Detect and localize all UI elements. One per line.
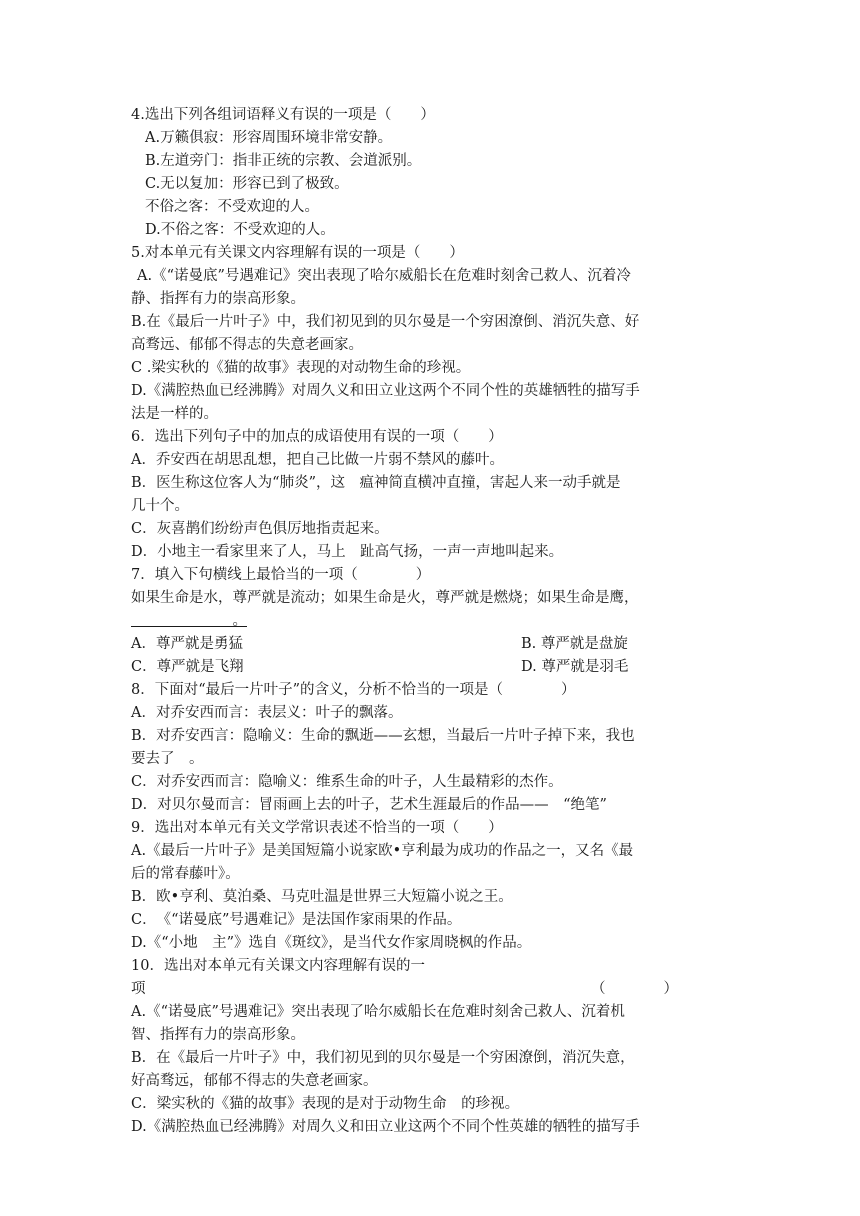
q9-option-d: D.《“小地 主”》选自《斑纹》，是当代女作家周晓枫的作品。 [131, 935, 532, 951]
q6-option-d: D．小地主一看家里来了人，马上 趾高气扬，一声一声地叫起来。 [131, 544, 564, 560]
q5-option-a-line2: 静、指挥有力的崇高形象。 [131, 291, 305, 307]
q7-option-b: B. 尊严就是盘旋 [521, 636, 628, 652]
q4-option-b: B.左道旁门：指非正统的宗教、会道派别。 [145, 153, 422, 169]
q9-stem: 9．选出对本单元有关文学常识表述不恰当的一项（ ） [131, 820, 503, 836]
q6-option-c: C．灰喜鹊们纷纷声色俱厉地指责起来。 [131, 521, 389, 537]
q5-stem: 5.对本单元有关课文内容理解有误的一项是（ ） [131, 245, 464, 261]
q8-option-b-line2: 要去了 。 [131, 751, 204, 767]
q6-option-b-line1: B．医生称这位客人为“肺炎”，这 瘟神简直横冲直撞，害起人来一动手就是 [131, 475, 621, 491]
q10-option-c: C．梁实秋的《猫的故事》表现的是对于动物生命 的珍视。 [131, 1096, 520, 1112]
q10-stem-tail: 项 [131, 981, 146, 997]
q7-option-a: A．尊严就是勇猛 [131, 636, 243, 652]
q4-option-c: C.无以复加：形容已到了极致。 [145, 176, 349, 192]
q9-option-c: C． 《“诺曼底”号遇难记》是法国作家雨果的作品。 [131, 912, 462, 928]
q5-option-d-line1: D.《满腔热血已经沸腾》对周久义和田立业这两个不同个性的英雄牺牲的描写手 [131, 383, 640, 399]
q7-blank [131, 610, 741, 633]
q10-option-b-line1: B．在《最后一片叶子》中，我们初见到的贝尔曼是一个穷困潦倒，消沉失意， [131, 1050, 635, 1066]
q6-option-a: A．乔安西在胡思乱想，把自己比做一片弱不禁风的藤叶。 [131, 452, 504, 468]
q5-option-c: C .梁实秋的《猫的故事》表现的对动物生命的珍视。 [131, 360, 471, 376]
q7-options-row2 [131, 656, 741, 679]
q8-stem: 8．下面对“最后一片叶子”的含义，分析不恰当的一项是（ ） [131, 682, 576, 698]
q8-option-a: A．对乔安西而言：表层义：叶子的飘落。 [131, 705, 403, 721]
q10-option-b-line2: 好高骛远，郁郁不得志的失意老画家。 [131, 1073, 378, 1089]
q8-option-c: C．对乔安西而言：隐喻义：维系生命的叶子，人生最精彩的杰作。 [131, 774, 563, 790]
q6-option-b-line2: 几十个。 [131, 498, 189, 514]
q5-option-b-line1: B.在《最后一片叶子》中，我们初见到的贝尔曼是一个穷困潦倒、消沉失意、好 [131, 314, 640, 330]
q10-stem-line1: 10．选出对本单元有关课文内容理解有误的一 [131, 958, 425, 974]
document-page [131, 104, 741, 1139]
q7-options-row1 [131, 633, 741, 656]
q8-option-d: D．对贝尔曼而言：冒雨画上去的叶子，艺术生涯最后的作品—— “绝笔” [131, 797, 607, 813]
q7-stem: 7．填入下句横线上最恰当的一项（ ） [131, 567, 431, 583]
q10-option-a-line1: A.《“诺曼底”号遇难记》突出表现了哈尔威船长在危难时刻舍己救人、沉着机 [131, 1004, 625, 1020]
q8-option-b-line1: B．对乔安西言：隐喻义：生命的飘逝——玄想，当最后一片叶子掉下来，我也 [131, 728, 635, 744]
q4-option-d: D.不俗之客：不受欢迎的人。 [145, 222, 335, 238]
q9-option-a-line1: A.《最后一片叶子》是美国短篇小说家欧•亨利最为成功的作品之一，又名《最 [131, 843, 634, 859]
q10-answer-paren: （ ） [591, 981, 678, 997]
q10-option-a-line2: 智、指挥有力的崇高形象。 [131, 1027, 305, 1043]
q10-stem-line2 [131, 978, 741, 1001]
q5-option-a-line1: A.《“诺曼底”号遇难记》突出表现了哈尔威船长在危难时刻舍己救人、沉着冷 [137, 268, 631, 284]
q4-option-d0: 不俗之客：不受欢迎的人。 [145, 199, 319, 215]
q7-blank-line: 。 [131, 613, 247, 629]
q9-option-a-line2: 后的常春藤叶》。 [131, 866, 240, 882]
q9-option-b: B．欧•亨利、莫泊桑、马克吐温是世界三大短篇小说之王。 [131, 889, 513, 905]
q10-option-d-line1: D.《满腔热血已经沸腾》对周久义和田立业这两个不同个性英雄的牺牲的描写手 [131, 1119, 640, 1135]
q6-stem: 6．选出下列句子中的加点的成语使用有误的一项（ ） [131, 429, 503, 445]
q4-option-a: A.万籁俱寂：形容周围环境非常安静。 [145, 130, 393, 146]
q5-option-b-line2: 高骛远、郁郁不得志的失意老画家。 [131, 337, 363, 353]
q5-option-d-line2: 法是一样的。 [131, 406, 218, 422]
q7-option-c: C．尊严就是飞翔 [131, 659, 244, 675]
q7-body: 如果生命是水，尊严就是流动；如果生命是火，尊严就是燃烧；如果生命是鹰， [131, 590, 639, 606]
q7-option-d: D. 尊严就是羽毛 [521, 659, 629, 675]
q4-stem: 4.选出下列各组词语释义有误的一项是（ ） [131, 107, 435, 123]
